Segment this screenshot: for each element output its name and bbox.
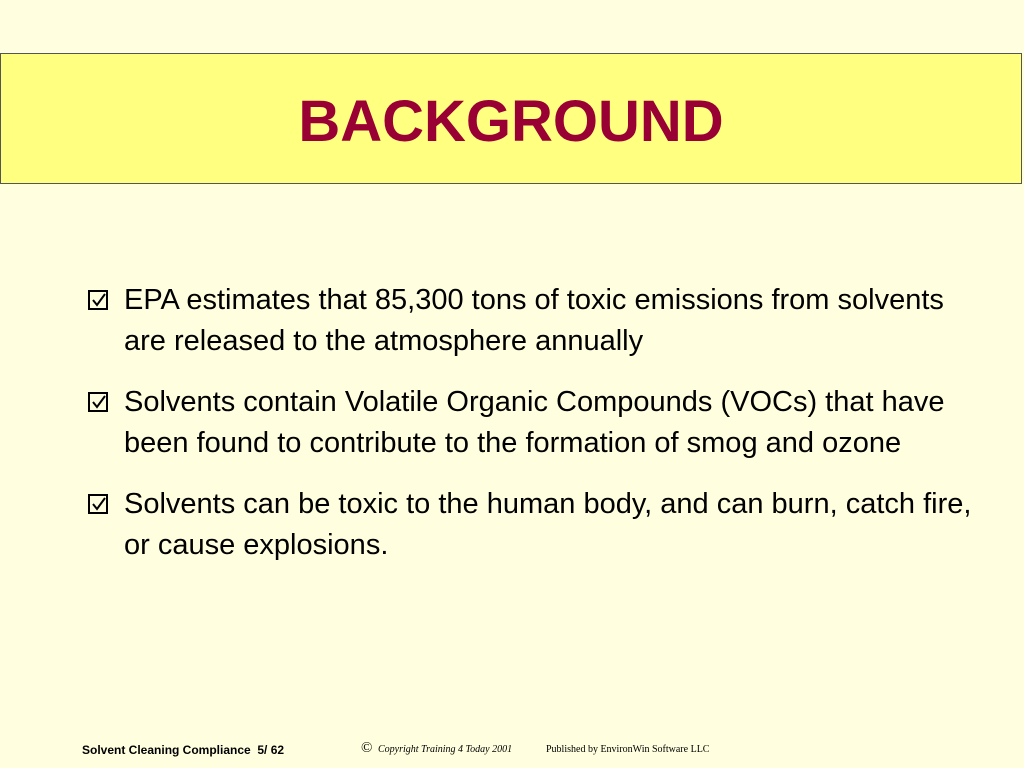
copyright-symbol: © bbox=[361, 740, 373, 756]
bullet-item bbox=[88, 280, 988, 362]
bullet-text: EPA estimates that 85,300 tons of toxic emissions from solvents are released to the atmosphere annually bbox=[124, 284, 944, 357]
bullet-text: Solvents can be toxic to the human body, and can burn, catch fire, or cause explosions. bbox=[124, 488, 972, 561]
footer bbox=[0, 740, 1024, 760]
checked-box-icon bbox=[88, 392, 108, 412]
slide-title: BACKGROUND bbox=[298, 89, 724, 154]
checked-box-icon bbox=[88, 290, 108, 310]
bullet-item bbox=[88, 382, 988, 464]
bullet-list bbox=[88, 280, 988, 586]
bullet-text: Solvents contain Volatile Organic Compounds (VOCs) that have been found to contribute to the formation of smog and ozone bbox=[124, 386, 945, 459]
checked-box-icon bbox=[88, 494, 108, 514]
title-box bbox=[0, 53, 1022, 184]
footer-course-page: Solvent Cleaning Compliance 5/ 62 bbox=[82, 743, 285, 757]
footer-publisher: Published by EnvironWin Software LLC bbox=[546, 744, 710, 755]
bullet-item bbox=[88, 484, 988, 566]
footer-copyright: Copyright Training 4 Today 2001 bbox=[378, 744, 513, 755]
